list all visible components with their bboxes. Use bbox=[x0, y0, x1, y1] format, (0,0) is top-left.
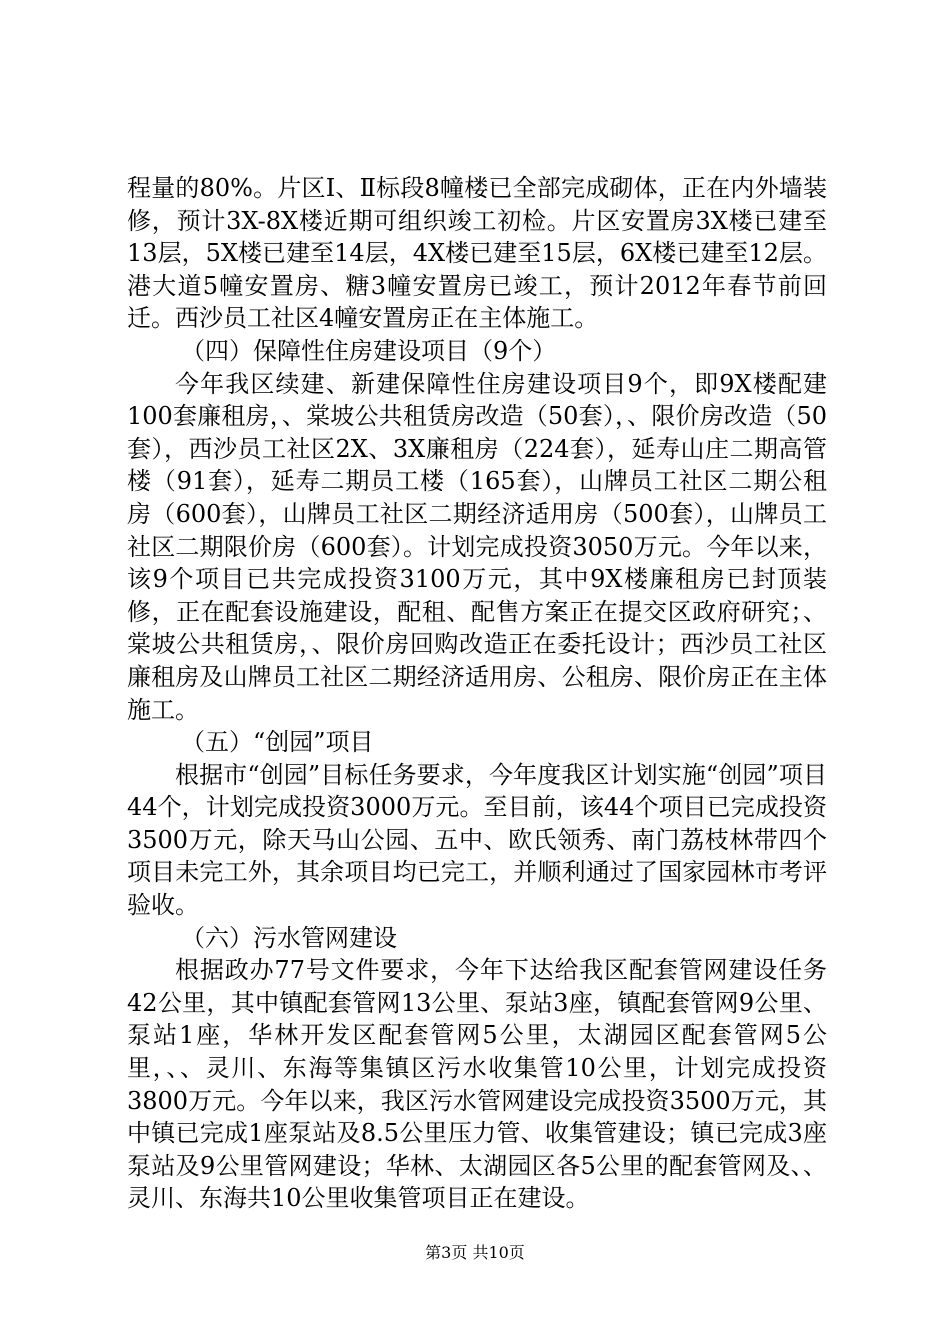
paragraph-sewer-network: 根据政办77号文件要求，今年下达给我区配套管网建设任务42公里，其中镇配套管网13公里、泵站3座，镇配套管网9公里、泵站1座，华林开发区配套管网5公里，太湖园区配套管网5公里，、、灵川、东海等集镇区污水收集管10公里，计划完成投资3800万元。今年以来，我区污水管网建设完成投资3500万元，其中镇已完成1座泵站及8.5公里压力管、收集管建设；镇已完成3座泵站及9公里管网建设；华林、太湖园区各5公里的配套管网及、、灵川、东海共10公里收集管项目正在建设。 bbox=[127, 956, 827, 1213]
paragraph-housing: 今年我区续建、新建保障性住房建设项目9个，即9X楼配建100套廉租房，、棠坡公共租赁房改造（50套），、限价房改造（50套），西沙员工社区2X、3X廉租房（224套），延寿山庄二期高管楼（91套），延寿二期员工楼（165套），山牌员工社区二期公租房（600套），山牌员工社区二期经济适用房（500套），山牌员工社区二期限价房（600套）。计划完成投资3050万元。今年以来，该9个项目已共完成投资3100万元，其中9X楼廉租房已封顶装修，正在配套设施建设，配租、配售方案正在提交区政府研究；、棠坡公共租赁房，、限价房回购改造正在委托设计；西沙员工社区廉租房及山牌员工社区二期经济适用房、公租房、限价房正在主体施工。 bbox=[127, 369, 827, 724]
section-heading-4: （四）保障性住房建设项目（9个） bbox=[181, 336, 557, 365]
paragraph-continuation: 程量的80%。片区Ⅰ、Ⅱ标段8幢楼已全部完成砌体，正在内外墙装修，预计3X-8X楼近期可组织竣工初检。片区安置房3X楼已建至13层，5X楼已建至14层，4X楼已建至15层，6X楼已建至12层。港大道5幢安置房、糖3幢安置房已竣工，预计2012年春节前回迁。西沙员工社区4幢安置房正在主体施工。 bbox=[127, 174, 827, 333]
section-heading-5: （五）“创园”项目 bbox=[181, 728, 374, 757]
page-number-footer: 第3页 共10页 bbox=[425, 1243, 525, 1262]
paragraph-garden-city: 根据市“创园”目标任务要求，今年度我区计划实施“创园”项目44个，计划完成投资3000万元。至目前，该44个项目已完成投资3500万元，除天马山公园、五中、欧氏领秀、南门荔枝林带四个项目未完工外，其余项目均已完工，并顺利通过了国家园林市考评验收。 bbox=[127, 760, 827, 920]
section-heading-6: （六）污水管网建设 bbox=[181, 923, 397, 952]
document-body bbox=[127, 172, 827, 1215]
